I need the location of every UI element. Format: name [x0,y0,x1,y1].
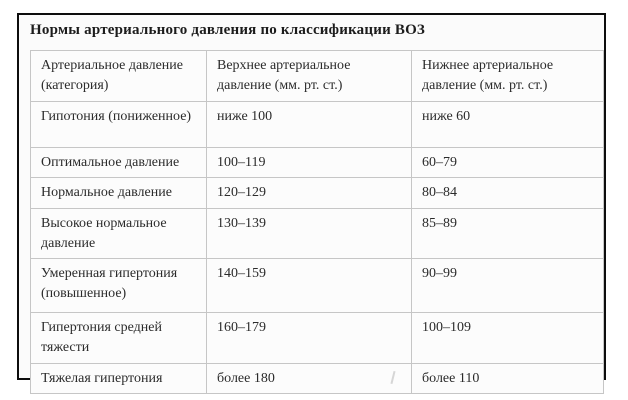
diastolic-cell: 100–109 [412,313,604,364]
header-row [31,51,604,102]
column-header-category: Артериальное давление (категория) [31,51,207,102]
column-header-diastolic: Нижнее артериальное давление (мм. рт. ст.) [412,51,604,102]
systolic-cell: 140–159 [207,259,412,313]
systolic-cell: 100–119 [207,148,412,178]
column-header-systolic: Верхнее артериальное давление (мм. рт. ст.) [207,51,412,102]
table-frame [17,13,606,386]
category-cell: Умеренная гипертония (повышенное) [31,259,207,313]
category-cell: Гипертония средней тяжести [31,313,207,364]
table-row [31,148,604,178]
category-cell: Оптимальное давление [31,148,207,178]
diastolic-cell: ниже 60 [412,102,604,148]
category-cell: Гипотония (пониженное) [31,102,207,148]
table-row [31,208,604,259]
diastolic-cell: 90–99 [412,259,604,313]
table-row [31,178,604,208]
category-cell: Тяжелая гипертония [31,363,207,393]
blood-pressure-table [30,50,604,394]
systolic-cell: 120–129 [207,178,412,208]
category-cell: Нормальное давление [31,178,207,208]
diastolic-cell: 85–89 [412,208,604,259]
diastolic-cell: 80–84 [412,178,604,208]
systolic-cell: 160–179 [207,313,412,364]
table-row [31,313,604,364]
diastolic-cell: более 110 [412,363,604,393]
systolic-cell: ниже 100 [207,102,412,148]
table-row [31,259,604,313]
systolic-cell: более 180 [207,363,412,393]
page-title: Нормы артериального давления по классификации ВОЗ [30,22,426,38]
systolic-cell: 130–139 [207,208,412,259]
table-row [31,102,604,148]
category-cell: Высокое нормальное давление [31,208,207,259]
table-row [31,363,604,393]
diastolic-cell: 60–79 [412,148,604,178]
